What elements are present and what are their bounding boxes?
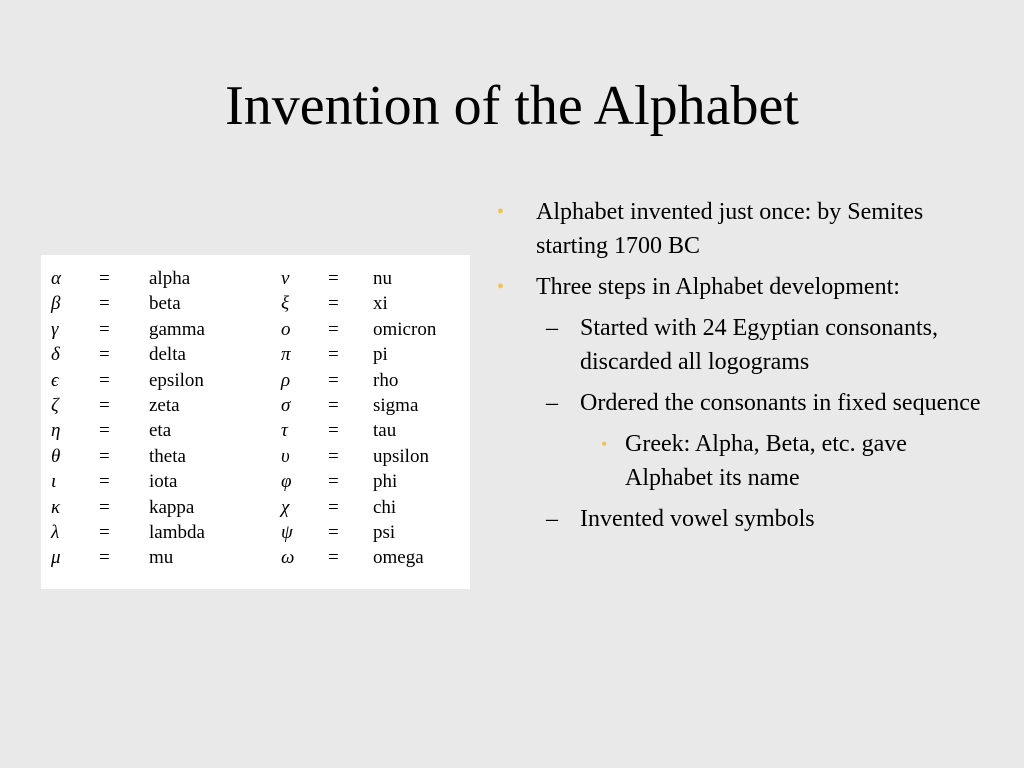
dash-icon: – [546,315,558,341]
greek-letter-name: rho [373,369,399,391]
equals-sign: = [328,496,339,518]
greek-symbol: υ [281,445,290,467]
greek-letter-name: upsilon [373,445,429,467]
bullet-item [495,270,995,304]
greek-symbol: φ [281,471,292,493]
bullet-list [495,195,995,543]
bullet-item [495,195,995,263]
equals-sign: = [99,471,110,493]
greek-alphabet-table [41,255,470,589]
greek-letter-name: omicron [373,318,437,340]
equals-sign: = [99,293,110,315]
equals-sign: = [328,521,339,543]
bullet-text: Three steps in Alphabet development: [536,274,900,300]
greek-letter-name: lambda [149,521,205,543]
greek-letter-name: theta [149,445,186,467]
greek-symbol: α [51,268,61,289]
greek-letter-name: nu [373,268,392,289]
equals-sign: = [328,420,339,442]
greek-symbol: δ [51,344,60,366]
dash-icon: – [546,506,558,532]
greek-letter-name: tau [373,420,397,442]
greek-letter-name: psi [373,521,396,543]
bullet-dot-icon: • [497,201,505,223]
greek-symbol: σ [281,394,291,416]
equals-sign: = [99,521,110,543]
equals-sign: = [328,369,339,391]
equals-sign: = [328,547,339,569]
greek-symbol: κ [51,496,61,518]
greek-letter-name: phi [373,471,398,493]
greek-symbol: ϵ [51,369,59,391]
sub-bullet-item [495,386,995,420]
equals-sign: = [99,420,110,442]
greek-letter-name: chi [373,496,397,518]
equals-sign: = [99,547,110,569]
equals-sign: = [328,394,339,416]
equals-sign: = [328,293,339,315]
equals-sign: = [328,268,339,289]
greek-symbol: ω [281,547,295,569]
equals-sign: = [328,344,339,366]
greek-letter-name: zeta [149,394,180,416]
equals-sign: = [328,445,339,467]
greek-symbol: η [51,420,61,442]
greek-symbol: π [281,344,291,366]
greek-symbol: χ [281,496,290,518]
greek-letter-name: alpha [149,268,191,289]
equals-sign: = [99,394,110,416]
greek-letter-name: iota [149,471,178,493]
bullet-dot-icon: • [601,434,608,454]
equals-sign: = [99,445,110,467]
dash-icon: – [546,390,558,416]
greek-symbol: ν [281,268,290,289]
sub-bullet-text: Invented vowel symbols [580,506,815,532]
greek-symbol: γ [51,318,59,340]
greek-symbol: ι [51,471,57,493]
greek-symbol: β [51,293,61,315]
greek-letter-name: beta [149,293,181,315]
bullet-dot-icon: • [497,276,505,298]
sub-sub-bullet-item [495,427,995,495]
greek-letter-name: epsilon [149,369,204,391]
greek-symbol: θ [51,445,61,467]
sub-bullet-text: Ordered the consonants in fixed sequence [580,390,981,416]
equals-sign: = [328,318,339,340]
equals-sign: = [99,344,110,366]
sub-bullet-text: Started with 24 Egyptian consonants, discarded all logograms [580,315,938,375]
greek-letter-name: xi [373,293,388,315]
greek-symbol: ο [281,318,291,340]
greek-letter-name: omega [373,547,424,569]
greek-symbol: ξ [281,293,290,315]
greek-symbol: τ [281,420,288,442]
equals-sign: = [328,471,339,493]
greek-symbol: ρ [281,369,291,391]
equals-sign: = [99,369,110,391]
greek-letter-name: pi [373,344,388,366]
equals-sign: = [99,268,110,289]
bullet-text: Alphabet invented just once: by Semites starting 1700 BC [536,199,924,259]
greek-letter-name: delta [149,344,186,366]
greek-symbol: λ [51,521,60,543]
slide-title: Invention of the Alphabet [225,75,799,137]
sub-bullet-item [495,311,995,379]
greek-symbol: μ [51,547,61,569]
sub-sub-bullet-text: Greek: Alpha, Beta, etc. gave Alphabet its name [625,431,907,491]
equals-sign: = [99,496,110,518]
greek-letter-name: eta [149,420,172,442]
greek-letter-name: gamma [149,318,205,340]
greek-letter-name: mu [149,547,174,569]
greek-symbol: ψ [281,521,293,543]
greek-letter-name: kappa [149,496,195,518]
greek-symbol: ζ [51,394,59,416]
sub-bullet-item [495,502,995,536]
equals-sign: = [99,318,110,340]
greek-letter-name: sigma [373,394,419,416]
